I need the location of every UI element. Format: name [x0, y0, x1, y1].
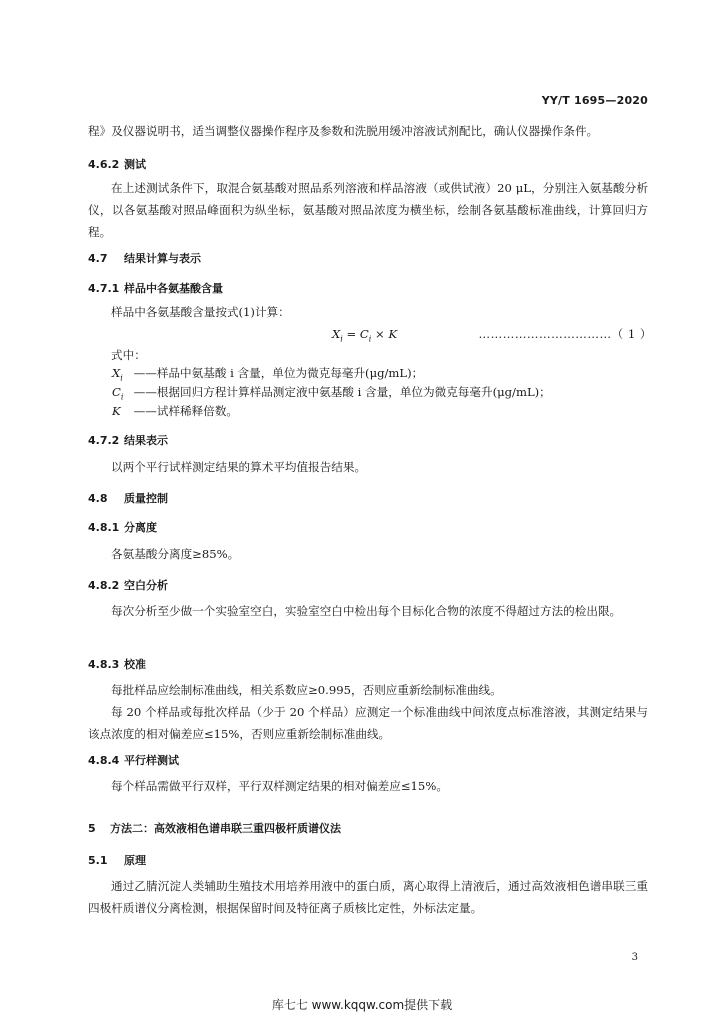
section-heading-5 — [88, 820, 341, 836]
section-heading-4-8-4 — [88, 752, 179, 768]
section-heading-4-8-1 — [88, 519, 157, 535]
section-heading-4-8-3 — [88, 656, 146, 672]
page-number: 3 — [631, 952, 638, 963]
section-heading-5-1 — [88, 852, 146, 868]
section-title: 平行样测试 — [124, 754, 179, 767]
standard-number: YY/T 1695—2020 — [541, 94, 648, 107]
where-label: 式中： — [111, 348, 146, 362]
paragraph-4-8-3-b: 每 20 个样品或每批次样品（少于 20 个样品）应测定一个标准曲线中间浓度点标准溶液，其测定结果与该点浓度的相对偏差应≤15%，否则应重新绘制标准曲线。 — [88, 705, 648, 741]
variable-definition: $X_i$ ——样品中氨基酸 i 含量，单位为微克每毫升(μg/mL)； — [112, 366, 424, 383]
paragraph-4-8-3-a: 每批样品应绘制标准曲线，相关系数应≥0.995，否则应重新绘制标准曲线。 — [111, 683, 502, 697]
formula-1: $X_i = C_i \times K$ — [332, 327, 398, 344]
section-title: 质量控制 — [124, 492, 168, 505]
variable-definition: K ——试样稀释倍数。 — [112, 404, 239, 418]
variable-definition: $C_i$ ——根据回归方程计算样品测定液中氨基酸 i 含量，单位为微克每毫升(μg/mL)； — [112, 385, 551, 402]
section-title: 空白分析 — [124, 579, 168, 592]
section-heading-4-6-2 — [88, 156, 146, 172]
section-title: 测试 — [124, 158, 146, 171]
section-title: 方法二：高效液相色谱串联三重四极杆质谱仪法 — [110, 822, 341, 835]
paragraph-4-8-2: 每次分析至少做一个实验室空白，实验室空白中检出每个目标化合物的浓度不得超过方法的检出限。 — [111, 604, 622, 618]
section-number: 4.7 — [88, 252, 108, 265]
section-title: 分离度 — [124, 521, 157, 534]
section-heading-4-7 — [88, 250, 201, 266]
section-title: 样品中各氨基酸含量 — [124, 282, 223, 295]
section-number: 5 — [88, 822, 96, 835]
paragraph-4-7-1: 样品中各氨基酸含量按式(1)计算： — [111, 305, 290, 319]
paragraph-4-6-2: 在上述测试条件下，取混合氨基酸对照品系列溶液和样品溶液（或供试液）20 μL，分别注入氨基酸分析仪，以各氨基酸对照品峰面积为纵坐标，氨基酸对照品浓度为横坐标，绘制各氨基酸标准曲线，计算回归方程。 — [88, 181, 648, 239]
section-heading-4-7-1 — [88, 280, 223, 296]
section-title: 结果表示 — [124, 434, 168, 447]
section-heading-4-8 — [88, 490, 168, 506]
paragraph-4-8-1: 各氨基酸分离度≥85%。 — [111, 547, 240, 561]
section-number: 4.8.1 — [88, 521, 120, 534]
download-footer: 库七七 www.kqqw.com提供下载 — [271, 998, 453, 1012]
section-title: 原理 — [124, 854, 146, 867]
paragraph-5-1: 通过乙腈沉淀人类辅助生殖技术用培养用液中的蛋白质，离心取得上清液后，通过高效液相色谱串联三重四极杆质谱仪分离检测，根据保留时间及特征离子质核比定性，外标法定量。 — [88, 879, 648, 915]
section-number: 5.1 — [88, 854, 108, 867]
continued-paragraph: 程》及仪器说明书，适当调整仪器操作程序及参数和洗脱用缓冲溶液试剂配比，确认仪器操作条件。 — [88, 124, 599, 138]
section-number: 4.8.2 — [88, 579, 120, 592]
section-heading-4-7-2 — [88, 432, 168, 448]
paragraph-4-7-2: 以两个平行试样测定结果的算术平均值报告结果。 — [111, 460, 367, 474]
section-number: 4.7.2 — [88, 434, 120, 447]
section-heading-4-8-2 — [88, 577, 168, 593]
paragraph-4-8-4: 每个样品需做平行双样，平行双样测定结果的相对偏差应≤15%。 — [111, 779, 448, 793]
section-title: 结果计算与表示 — [124, 252, 201, 265]
section-number: 4.8.3 — [88, 658, 120, 671]
formula-number: ……………………………（ 1 ） — [478, 327, 652, 341]
section-number: 4.7.1 — [88, 282, 120, 295]
formula-row — [112, 323, 652, 343]
section-number: 4.8 — [88, 492, 108, 505]
section-number: 4.8.4 — [88, 754, 120, 767]
section-number: 4.6.2 — [88, 158, 120, 171]
section-title: 校准 — [124, 658, 146, 671]
